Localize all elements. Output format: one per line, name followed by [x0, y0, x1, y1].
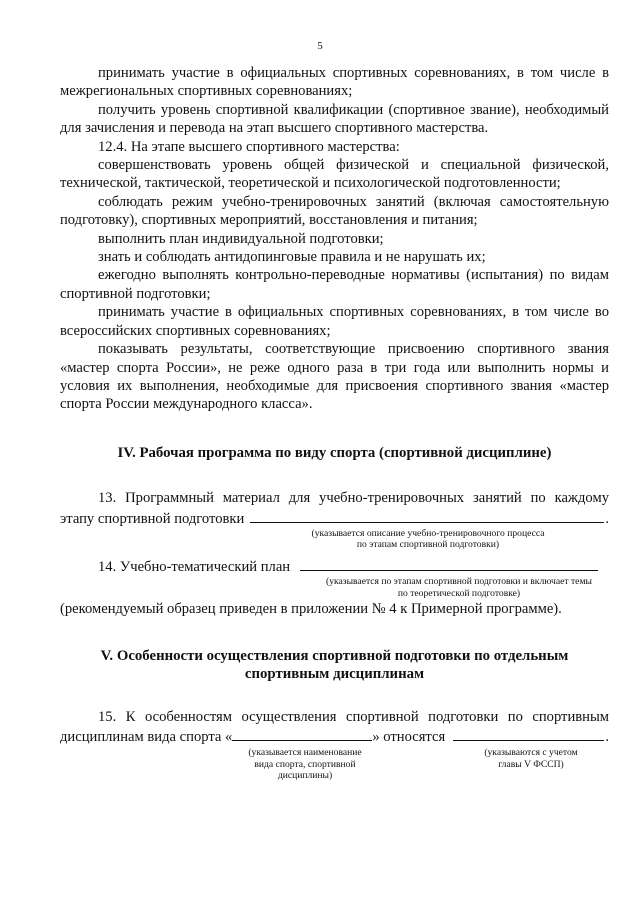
page-number: 5	[317, 40, 323, 52]
item-14-hint-line-1: (указывается по этапам спортивной подготовки и включает темы	[326, 576, 592, 588]
item-13-hint	[60, 528, 609, 552]
item-15-line-2	[60, 726, 609, 746]
item-13-line-2	[60, 508, 609, 528]
paragraph: принимать участие в официальных спортивных соревнованиях, в том числе во всероссийских спортивных соревнованиях;	[60, 304, 609, 339]
features-blank[interactable]	[453, 726, 604, 741]
section-5-heading-line-1: V. Особенности осуществления спортивной подготовки по отдельным	[100, 647, 569, 664]
item-13-period: .	[605, 510, 609, 527]
item-14-hint	[60, 576, 609, 600]
item-15-text-a: дисциплинам вида спорта «	[60, 728, 233, 745]
item-15-hint-right-line-1: (указываются с учетом	[484, 747, 578, 759]
paragraph: знать и соблюдать антидопинговые правила и не нарушать их;	[98, 249, 486, 266]
item-15-hint-left-line-2: вида спорта, спортивной	[254, 758, 356, 770]
item-13-text: этапу спортивной подготовки	[60, 510, 245, 527]
item-15-period: .	[605, 728, 609, 745]
paragraph: 12.4. На этапе высшего спортивного мастерства:	[98, 138, 400, 155]
item-15-line-1: 15. К особенностям осуществления спортивной подготовки по спортивным	[98, 708, 609, 725]
item-14-text: 14. Учебно-тематический план	[98, 558, 291, 575]
item-15-text-b: » относятся	[372, 728, 446, 745]
paragraph: совершенствовать уровень общей физической и специальной физической, технической, тактической, теоретической и психологической подготовленности;	[60, 157, 609, 192]
item-15	[60, 708, 609, 787]
item-15-hint-left-line-3: дисциплины)	[277, 770, 333, 782]
paragraph: соблюдать режим учебно-тренировочных занятий (включая самостоятельную подготовку), спортивных мероприятий, восстановления и питания;	[60, 193, 609, 229]
item-15-hint-left-line-1: (указывается наименование	[248, 747, 362, 759]
item-13-line-1: 13. Программный материал для учебно-тренировочных занятий по каждому	[98, 490, 609, 507]
item-13-hint-line-1: (указывается описание учебно-тренировочного процесса	[311, 527, 545, 539]
paragraph: ежегодно выполнять контрольно-переводные нормативы (испытания) по видам спортивной подготовки;	[60, 267, 609, 302]
item-15-hint-left	[220, 747, 390, 782]
item-15-hint-right	[456, 747, 606, 770]
section-4-heading: IV. Рабочая программа по виду спорта (спортивной дисциплине)	[117, 444, 552, 461]
item-14	[60, 556, 609, 619]
paragraph: принимать участие в официальных спортивных соревнованиях, в том числе в межрегиональных спортивных соревнованиях;	[60, 65, 609, 100]
document-body	[60, 64, 609, 786]
paragraph: получить уровень спортивной квалификации (спортивное звание), необходимый для зачисления и перевода на этап высшего спортивного мастерства.	[60, 101, 609, 137]
section-5-heading	[60, 647, 609, 684]
item-13-hint-line-2: по этапам спортивной подготовки)	[356, 539, 500, 551]
item-14-line	[60, 556, 609, 576]
paragraph: показывать результаты, соответствующие присвоению спортивного звания «мастер спорта России», не реже одного раза в три года или выполнить нормы и условия их выполнения, необходимые для присвоения спортивного звания «мастер спорта России международного класса».	[60, 341, 609, 413]
sport-name-blank[interactable]	[232, 726, 372, 741]
item-15-hint-right-line-2: главы V ФССП)	[498, 758, 564, 770]
item-14-hint-line-2: по теоретической подготовке)	[397, 587, 521, 599]
paragraph: выполнить план индивидуальной подготовки;	[98, 230, 384, 247]
section-5-heading-line-2: спортивным дисциплинам	[244, 666, 425, 683]
item-13-blank[interactable]	[250, 508, 604, 523]
item-15-hints	[60, 746, 609, 786]
item-14-note: (рекомендуемый образец приведен в приложении № 4 к Примерной программе).	[60, 601, 562, 618]
item-13	[60, 489, 609, 552]
item-14-blank[interactable]	[300, 556, 598, 571]
